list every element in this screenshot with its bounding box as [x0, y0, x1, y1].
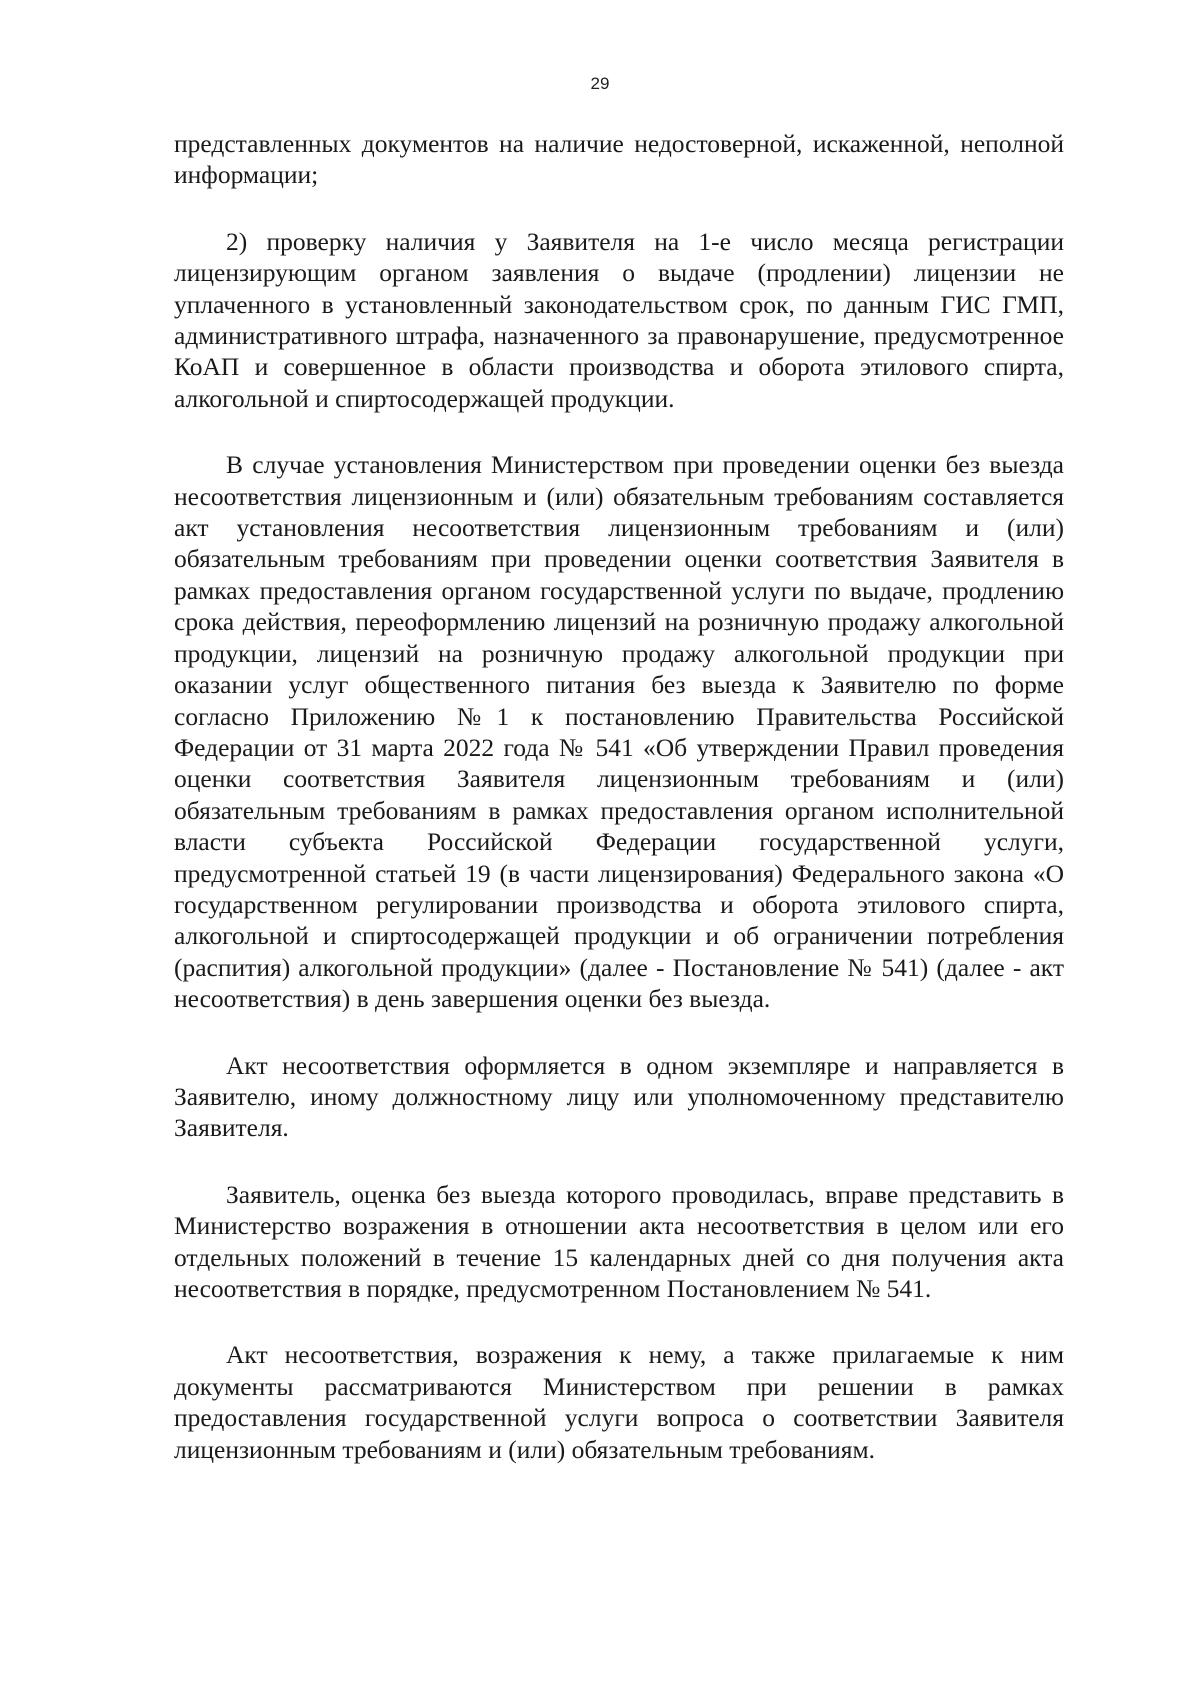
document-body [174, 128, 1064, 1465]
paragraph-continuation: представленных документов на наличие недостоверной, искаженной, неполной информации; [174, 129, 1064, 190]
paragraph-act-issuance: Акт несоответствия оформляется в одном экземпляре и направляется в Заявителю, иному должностному лицу или уполномоченному представителю Заявителя. [174, 1050, 1064, 1143]
paragraph-objections: Заявитель, оценка без выезда которого проводилась, вправе представить в Министерство возражения в отношении акта несоответствия в целом или его отдельных положений в течение 15 календарных дней со дня получения акта несоответствия в порядке, предусмотренном Постановлением № 541. [174, 1179, 1064, 1303]
paragraph-item-2: 2) проверку наличия у Заявителя на 1-е число месяца регистрации лицензирующим органом заявления о выдаче (продлении) лицензии не уплаченного в установленный законодательством срок, по данным ГИС ГМП, административного штрафа, назначенного за правонарушение, предусмотренное КоАП и совершенное в области производства и оборота этилового спирта, алкогольной и спиртосодержащей продукции. [174, 226, 1064, 413]
paragraph-review: Акт несоответствия, возражения к нему, а также прилагаемые к ним документы рассматриваются Министерством при решении в рамках предоставления государственной услуги вопроса о соответствии Заявителя лицензионным требованиям и (или) обязательным требованиям. [174, 1340, 1064, 1464]
page-number: 29 [590, 74, 610, 93]
paragraph-nonconformity-act: В случае установления Министерством при проведении оценки без выезда несоответствия лицензионным и (или) обязательным требованиям составляется акт установления несоответствия лицензионным требованиям и (или) обязательным требованиям при проведении оценки соответствия Заявителя в рамках предоставления органом государственной услуги по выдаче, продлению срока действия, переоформлению лицензий на розничную продажу алкогольной продукции, лицензий на розничную продажу алкогольной продукции при оказании услуг общественного питания без выезда к Заявителю по форме согласно Приложению №1 к постановлению Правительства Российской Федерации от 31 марта 2022 года № 541 «Об утверждении Правил проведения оценки соответствия Заявителя лицензионным требованиям и (или) обязательным требованиям в рамках предоставления органом исполнительной власти субъекта Российской Федерации государственной услуги, предусмотренной статьей 19 (в части лицензирования) Федерального закона «О государственном регулировании производства и оборота этилового спирта, алкогольной и спиртосодержащей продукции и об ограничении потребления (распития) алкогольной продукции» (далее - Постановление № 541) (далее - акт несоответствия) в день завершения оценки без выезда. [174, 450, 1064, 1014]
